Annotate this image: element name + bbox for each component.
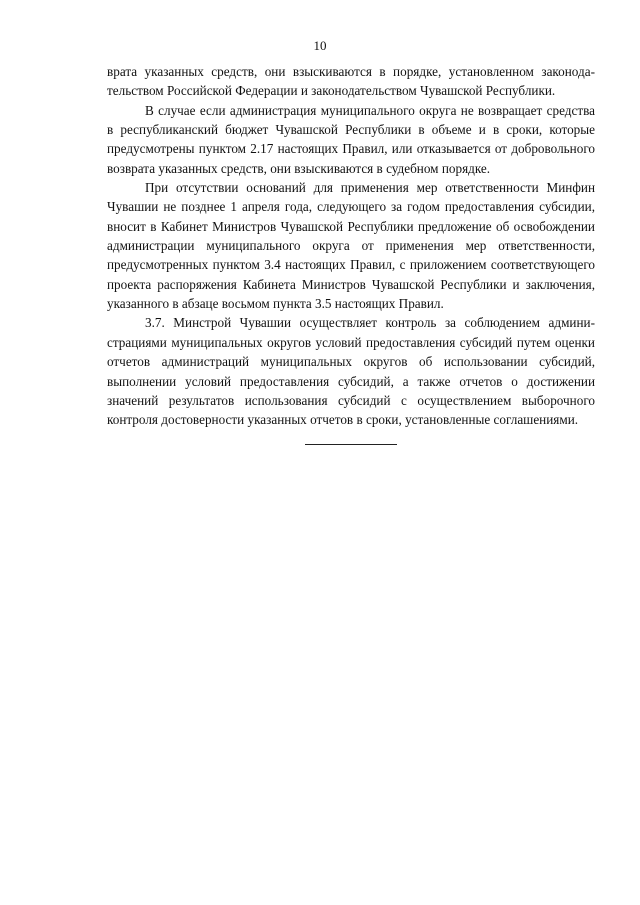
page-number: 10 <box>313 38 327 53</box>
paragraph-continuation: врата указанных средств, они взыскиваются в порядке, установленном законодательством Российской Федерации и законодательством Чувашской Республики. <box>107 64 595 99</box>
paragraph-minfin-proposal: При отсутствии оснований для применения мер ответственности Минфин Чувашии не позднее 1 апреля года, следующего за годом предоставления субсидии, вносит в Кабинет Министров Чувашской Республики предложение об освобождении администрации муниципального округа от применения мер ответственности, предусмотренных пунктом 3.4 настоящих Правил, с приложением соответствующего проекта распоряжения Кабинета Министров Чувашской Республики и заключения, указанного в абзаце восьмом пункта 3.5 настоящих Правил. <box>107 180 595 312</box>
paragraph-section-3-7: 3.7. Минстрой Чувашии осуществляет контроль за соблюдением администрациями муниципальных округов условий предоставления субсидий путем оценки отчетов администраций муниципальных округов об использовании субсидий, выполнении условий предоставления субсидий, а также отчетов о достижении значений результатов использования субсидий с осуществлением выборочного контроля достоверности указанных отчетов в сроки, установленные соглашениями. <box>107 315 595 428</box>
paragraph-refund-court: В случае если администрация муниципального округа не возвращает средства в республиканский бюджет Чувашской Республики в объеме и в сроки, которые предусмотрены пунктом 2.17 настоящих Правил, или отказывается от добровольного возврата указанных средств, они взыскиваются в судебном порядке. <box>107 102 595 176</box>
document-body <box>107 62 595 430</box>
end-of-document-rule <box>305 444 397 445</box>
